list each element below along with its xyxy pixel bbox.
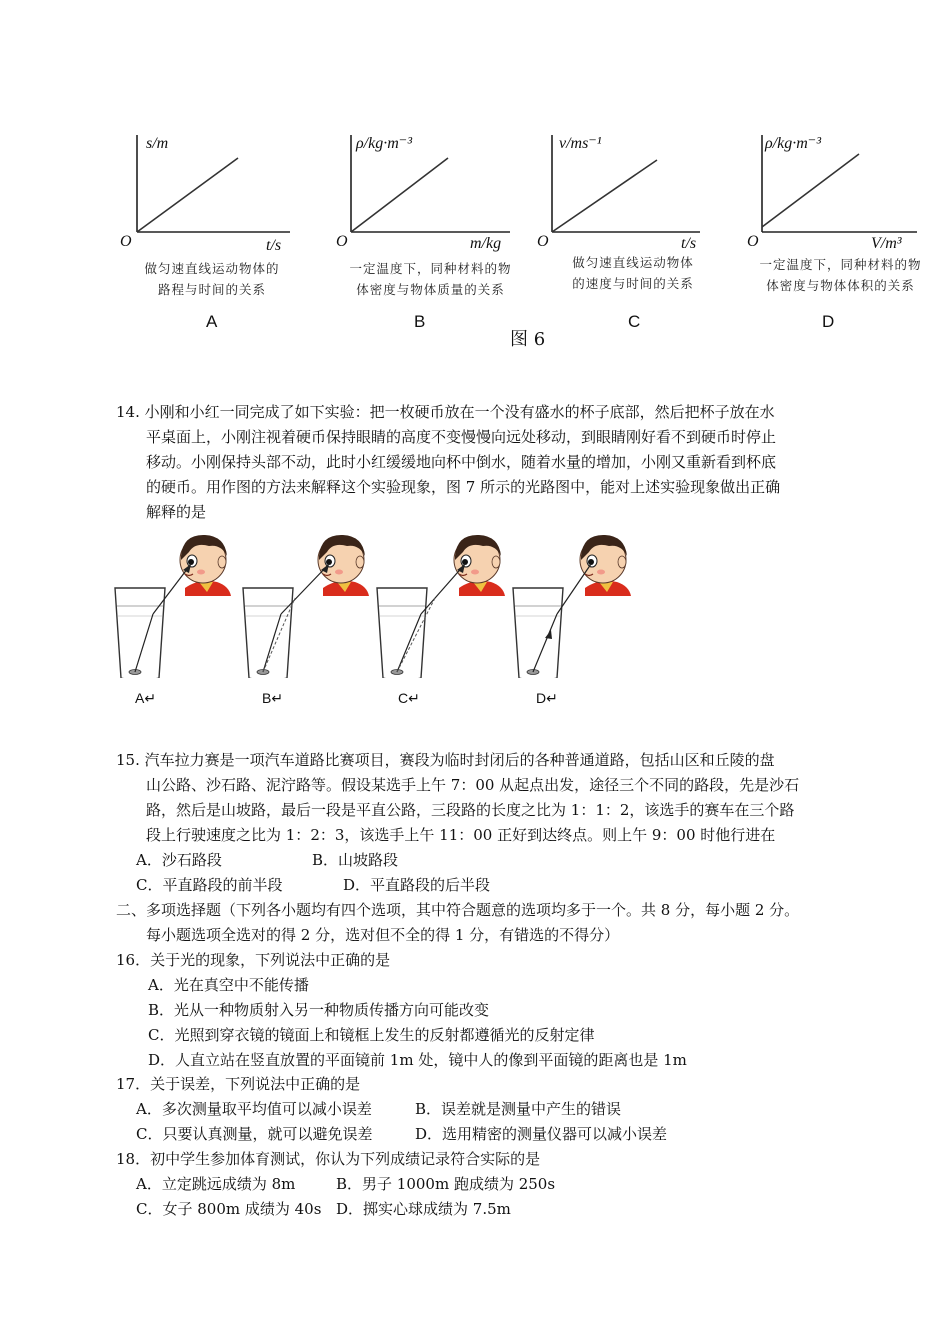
graph-a-letter: A — [206, 312, 218, 331]
graph-b-x-axis-label: m/kg — [470, 235, 502, 252]
q15-option-a[interactable]: A．沙石路段 — [136, 851, 222, 869]
q14-line: 平桌面上，小刚注视着硬币保持眼睛的高度不变慢慢向远处移动，到眼睛刚好看不到硬币时停止 — [146, 428, 777, 446]
q18-option-b[interactable]: B．男子 1000m 跑成绩为 250s — [336, 1175, 556, 1193]
q14-line: 的硬币。用作图的方法来解释这个实验现象，图 7 所示的光路图中，能对上述实验现象做出正确 — [146, 478, 781, 496]
graph-a-origin: O — [120, 233, 132, 250]
q15-option-d[interactable]: D．平直路段的后半段 — [343, 876, 491, 894]
graph-d — [745, 130, 935, 250]
q15-line: 山公路、沙石路、泥泞路等。假设某选手上午 7：00 从起点出发，途径三个不同的路段，先是沙石 — [146, 776, 800, 794]
graph-c-origin: O — [537, 233, 549, 250]
q18-stem: 18．初中学生参加体育测试，你认为下列成绩记录符合实际的是 — [116, 1150, 541, 1168]
graph-a-caption: 做匀速直线运动物体的 路程与时间的关系 — [144, 261, 280, 297]
q16-option-b[interactable]: B．光从一种物质射入另一种物质传播方向可能改变 — [148, 1001, 490, 1019]
q15-option-b[interactable]: B．山坡路段 — [312, 851, 399, 869]
section-2-line: 二、多项选择题（下列各小题均有四个选项，其中符合题意的选项均多于一个。共 8 分，每小题 2 分。 — [116, 901, 800, 919]
graph-c-letter: C — [628, 312, 641, 331]
q14-line: 解释的是 — [146, 503, 207, 521]
graph-d-x-axis-label: V/m³ — [871, 235, 902, 252]
graph-d-origin: O — [747, 233, 759, 250]
q18-option-c[interactable]: C．女子 800m 成绩为 40s — [136, 1200, 322, 1218]
fig7-option-b — [243, 535, 369, 678]
graph-c-caption: 做匀速直线运动物体 的速度与时间的关系 — [572, 255, 694, 291]
q17-option-a[interactable]: A．多次测量取平均值可以减小误差 — [136, 1100, 372, 1118]
graph-c-x-axis-label: t/s — [681, 235, 697, 252]
graph-d-letter: D — [822, 312, 835, 331]
q14-line: 移动。小刚保持头部不动，此时小红缓缓地向杯中倒水，随着水量的增加，小刚又重新看到杯底 — [146, 453, 777, 471]
graph-d-y-axis-label: ρ/kg·m⁻³ — [765, 135, 822, 152]
q17-option-d[interactable]: D．选用精密的测量仪器可以减小误差 — [415, 1125, 668, 1143]
q16-option-a[interactable]: A．光在真空中不能传播 — [148, 976, 309, 994]
q18-option-a[interactable]: A．立定跳远成绩为 8m — [136, 1175, 296, 1193]
q15-line: 15. 汽车拉力赛是一项汽车道路比赛项目，赛段为临时封闭后的各种普通道路，包括山区和丘陵的盘 — [116, 751, 775, 769]
fig7-label-a: A↵ — [135, 690, 157, 706]
fig7-label-b: B↵ — [262, 690, 284, 706]
graph-c-axes — [535, 130, 715, 250]
graph-a-y-axis-label: s/m — [146, 135, 169, 152]
q15-line: 路，然后是山坡路，最后一段是平直公路，三段路的长度之比为 1：1：2，该选手的赛车在三个路 — [146, 801, 795, 819]
graph-b-letter: B — [414, 312, 426, 331]
q16-option-c[interactable]: C．光照到穿衣镜的镜面上和镜框上发生的反射都遵循光的反射定律 — [148, 1026, 595, 1044]
fig7-label-d: D↵ — [536, 690, 558, 706]
graph-c — [535, 130, 715, 250]
graph-d-axes — [745, 130, 935, 250]
q17-stem: 17．关于误差，下列说法中正确的是 — [116, 1075, 361, 1093]
q17-option-c[interactable]: C．只要认真测量，就可以避免误差 — [136, 1125, 373, 1143]
q17-option-b[interactable]: B．误差就是测量中产生的错误 — [415, 1100, 622, 1118]
fig7-option-d — [513, 535, 631, 678]
graph-a-x-axis-label: t/s — [266, 237, 282, 254]
q15-line: 段上行驶速度之比为 1：2：3，该选手上午 11：00 正好到达终点。则上午 9：00 时他行进在 — [146, 826, 776, 844]
graph-b — [334, 130, 524, 250]
graph-a-axes — [120, 130, 300, 254]
q14-line: 14. 小刚和小红一同完成了如下实验：把一枚硬币放在一个没有盛水的杯子底部，然后把杯子放在水 — [116, 403, 775, 421]
figure-7 — [105, 528, 665, 678]
q15-option-c[interactable]: C．平直路段的前半段 — [136, 876, 283, 894]
graph-a — [120, 130, 300, 254]
graph-c-y-axis-label: v/ms⁻¹ — [559, 135, 602, 152]
graph-b-origin: O — [336, 233, 348, 250]
graph-b-axes — [334, 130, 524, 250]
q16-stem: 16．关于光的现象，下列说法中正确的是 — [116, 951, 391, 969]
fig7-label-c: C↵ — [398, 690, 420, 706]
fig7-option-a — [115, 535, 231, 678]
graph-b-y-axis-label: ρ/kg·m⁻³ — [356, 135, 413, 152]
graph-b-caption: 一定温度下，同种材料的物 体密度与物体质量的关系 — [349, 261, 512, 297]
q18-option-d[interactable]: D．掷实心球成绩为 7.5m — [336, 1200, 511, 1218]
q16-option-d[interactable]: D．人直立站在竖直放置的平面镜前 1m 处，镜中人的像到平面镜的距离也是 1m — [148, 1051, 687, 1069]
fig7-option-c — [377, 535, 505, 678]
graph-d-caption: 一定温度下，同种材料的物 体密度与物体体积的关系 — [759, 257, 922, 293]
figure-6-title: 图 6 — [510, 329, 546, 350]
section-2-line: 每小题选项全选对的得 2 分，选对但不全的得 1 分，有错选的不得分） — [146, 926, 620, 944]
